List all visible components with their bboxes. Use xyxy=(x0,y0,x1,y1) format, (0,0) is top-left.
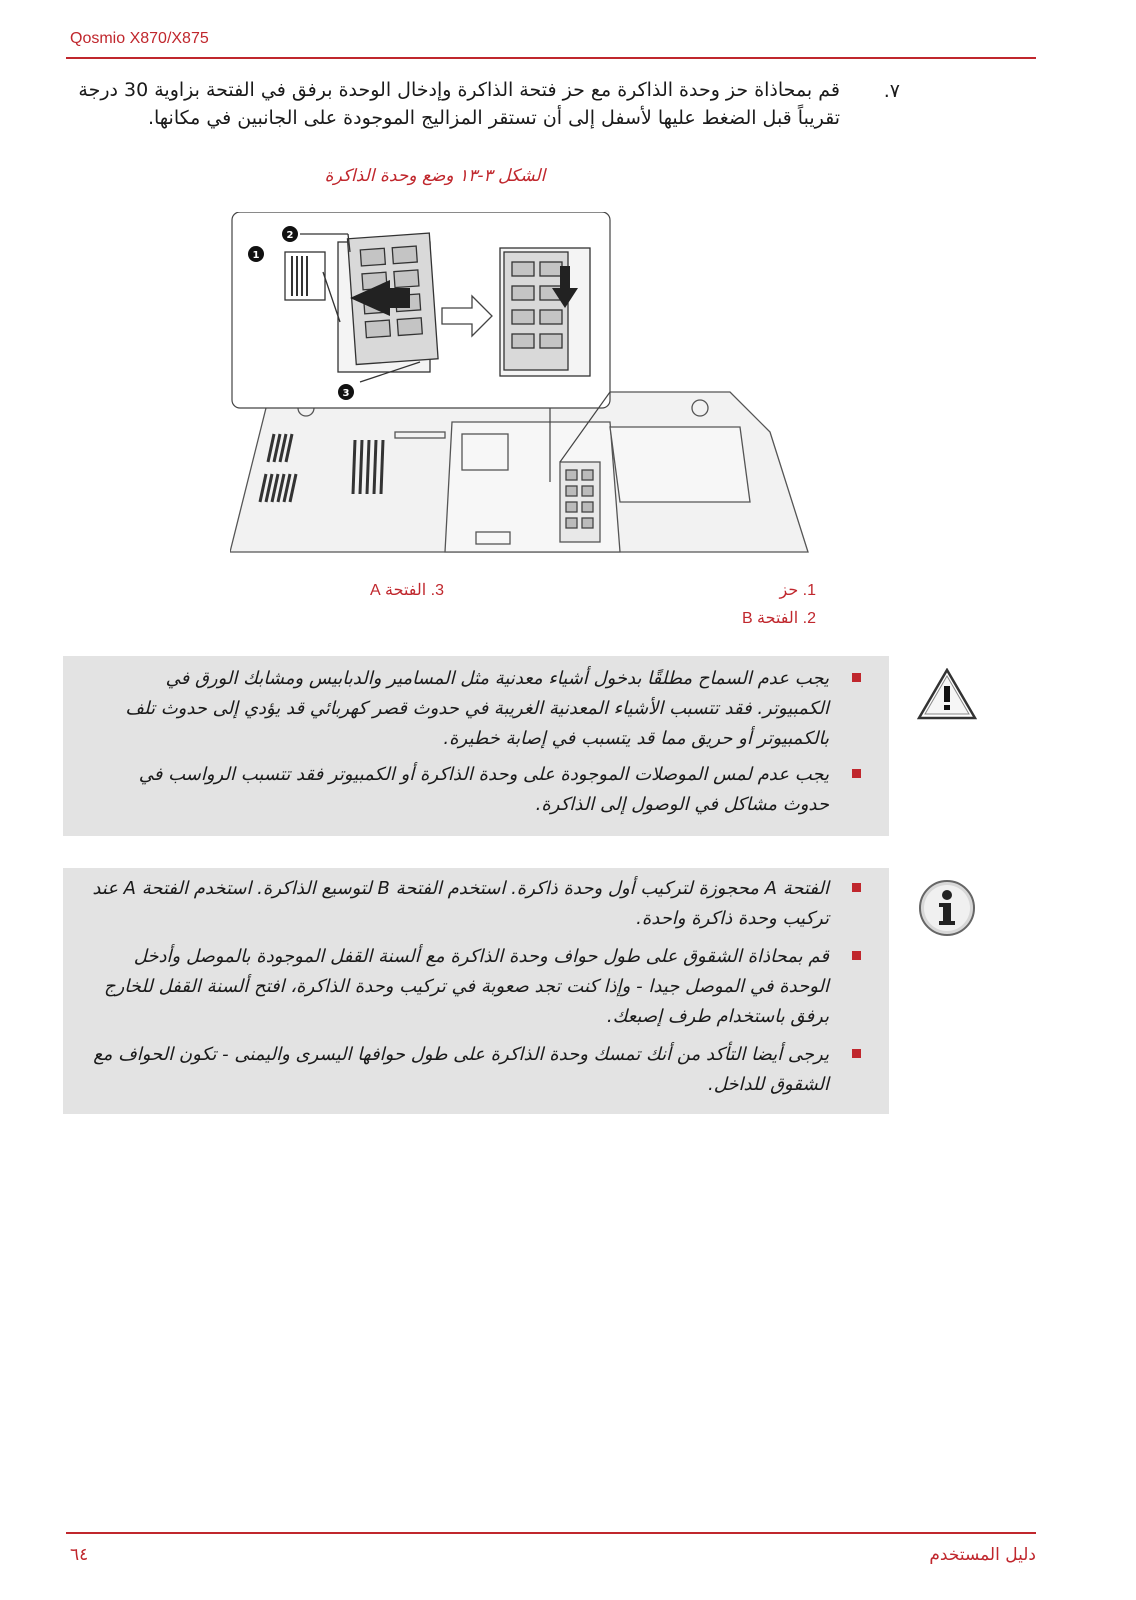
memory-installation-figure xyxy=(230,212,830,572)
legend-item-slot-a: 3. الفتحة A xyxy=(369,582,444,599)
info-item-text: الفتحة A محجوزة لتركيب أول وحدة ذاكرة. استخدم الفتحة B لتوسيع الذاكرة. استخدم الفتحة A عند تركيب وحدة ذاكرة واحدة. xyxy=(92,878,829,929)
callout-2-label: 2 xyxy=(286,230,294,241)
info-item xyxy=(89,1040,829,1100)
callout-1 xyxy=(248,246,264,262)
warning-triangle-icon xyxy=(917,668,977,724)
legend-item-slot-b: 2. الفتحة B xyxy=(741,610,816,627)
bullet-marker xyxy=(852,1049,861,1058)
bullet-marker xyxy=(852,951,861,960)
bullet-marker xyxy=(852,673,861,682)
info-list xyxy=(89,874,829,1100)
warning-item xyxy=(89,760,829,820)
info-item xyxy=(89,942,829,1032)
page-number: ٦٤ xyxy=(70,1545,89,1565)
warning-item-text: يجب عدم لمس الموصلات الموجودة على وحدة الذاكرة أو الكمبيوتر فقد تتسبب الرواسب في حدوث مشاكل في الوصول إلى الذاكرة. xyxy=(138,764,829,815)
module-seated-view xyxy=(500,248,590,376)
laptop-base-illustration xyxy=(230,392,808,552)
info-box xyxy=(63,868,889,1114)
info-icon xyxy=(917,878,977,942)
bullet-marker xyxy=(852,769,861,778)
callout-2 xyxy=(282,226,298,242)
manual-title: دليل المستخدم xyxy=(929,1545,1036,1565)
info-item-text: يرجى أيضا التأكد من أنك تمسك وحدة الذاكرة على طول حوافها اليسرى واليمنى - تكون الحواف مع الشقوق للداخل. xyxy=(93,1044,829,1095)
footer-divider xyxy=(66,1532,1036,1534)
callout-3 xyxy=(338,384,354,400)
callout-3-label: 3 xyxy=(342,388,350,399)
info-item-text: قم بمحاذاة الشقوق على طول حواف وحدة الذاكرة مع ألسنة القفل الموجودة بالموصل وأدخل الوحدة في الموصل جيدا - وإذا كنت تجد صعوبة في تركيب وحدة الذاكرة، افتح ألسنة القفل للخارج برفق باستخدام طرف إصبعك. xyxy=(103,946,829,1027)
running-header: Qosmio X870/X875 xyxy=(70,30,209,47)
step-text: قم بمحاذاة حز وحدة الذاكرة مع حز فتحة الذاكرة وإدخال الوحدة برفق في الفتحة بزاوية 30 درجة تقريباً قبل الضغط عليها لأسفل إلى أن تستقر المزاليج الموجودة على الجانبين في مكانها. xyxy=(78,79,840,129)
memory-diagram xyxy=(230,212,830,572)
legend-item-notch: 1. حز xyxy=(779,582,816,599)
step-number: .٧ xyxy=(883,80,900,102)
warning-list xyxy=(89,664,829,820)
header-divider xyxy=(66,57,1036,59)
callout-1-label: 1 xyxy=(252,250,260,261)
warning-item xyxy=(89,664,829,754)
warning-item-text: يجب عدم السماح مطلقًا بدخول أشياء معدنية مثل المسامير والدبابيس ومشابك الورق في الكمبيوتر. فقد تتسبب الأشياء المعدنية الغريبة في حدوث قصر كهربائي قد يؤدي إلى حدوث تلف بالكمبيوتر أو حريق مما قد يتسبب في إصابة خطيرة. xyxy=(125,668,829,749)
warning-box xyxy=(63,656,889,836)
bullet-marker xyxy=(852,883,861,892)
info-item xyxy=(89,874,829,934)
figure-caption: الشكل ٣-١٣ وضع وحدة الذاكرة xyxy=(324,166,546,186)
